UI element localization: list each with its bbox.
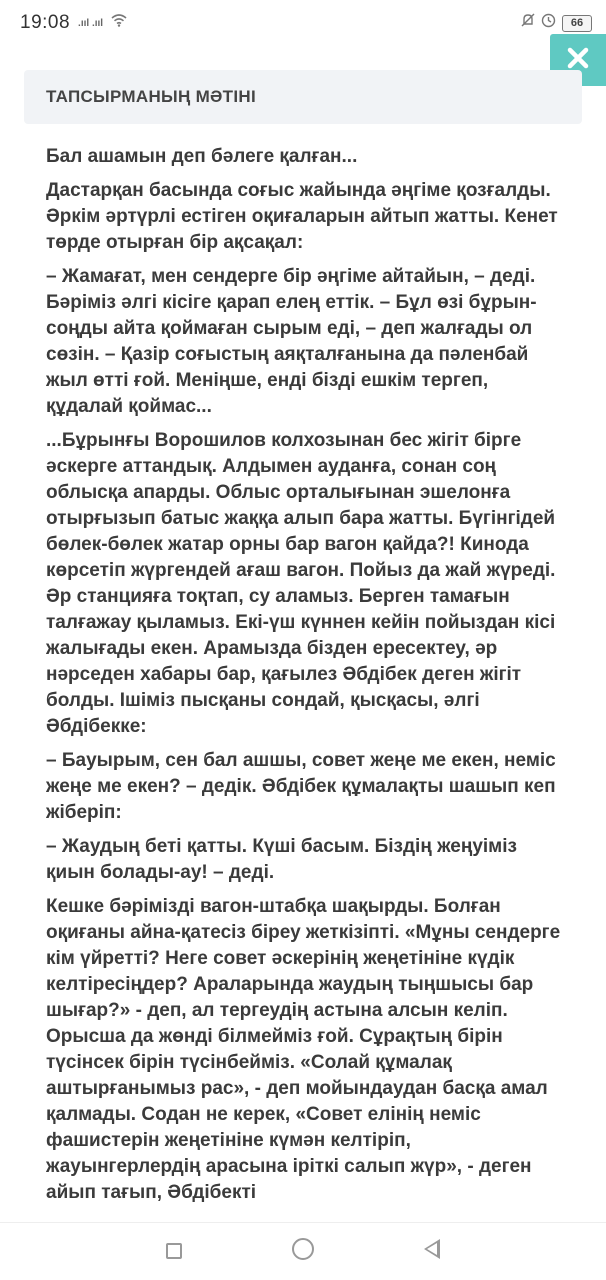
home-button[interactable] — [283, 1238, 323, 1266]
paragraph: Дастарқан басында соғыс жайында әңгіме қозғалды. Әркім әртүрлі естіген оқиғаларын айтып жатты. Кенет төрде отырған бір ақсақал: — [46, 180, 558, 253]
task-title: ТАПСЫРМАНЫҢ МӘТІНІ — [46, 87, 256, 106]
status-right — [521, 13, 592, 33]
signal-icon: .ııl .ııl — [78, 17, 104, 29]
status-left — [20, 12, 127, 34]
back-button[interactable] — [412, 1239, 452, 1265]
circle-icon — [292, 1238, 314, 1260]
system-nav-bar — [0, 1222, 606, 1280]
paragraph: Бал ашамын деп бәлеге қалған... — [46, 146, 358, 167]
status-bar — [0, 0, 606, 46]
paragraph: ...Бұрынғы Ворошилов колхозынан бес жігіт бірге әскерге аттандық. Алдымен ауданға, сонан соң облысқа апарды. Облыс орталығынан эшелонға отырғызып батыс жаққа алып бара жатты. Бүгінгідей бөлек-бөлек жатар орны бар вагон қайда?! Кинода көрсетіп жүргендей ағаш вагон. Пойыз да жай жүреді. Әр станцияға тоқтап, су аламыз. Берген тамағын талғажау қыламыз. Екі-үш күннен кейін пойыздан кісі жалығады екен. Арамызда бізден ересектеу, әр нәрседен хабары бар, қағылез Әбдібек деген жігіт болды. Ішіміз пысқаны сондай, қысқасы, әлгі Әбдібекке: — [46, 430, 556, 737]
battery-indicator: 66 — [562, 15, 592, 32]
triangle-back-icon — [424, 1239, 440, 1259]
bell-muted-icon — [521, 13, 535, 33]
paragraph: – Жаудың беті қатты. Күші басым. Біздің жеңуіміз қиын болады-ау! – деді. — [46, 836, 517, 883]
paragraph: Кешке бәрімізді вагон-штабқа шақырды. Болған оқиғаны айна-қатесіз біреу жеткізіпті. «Мұны сендерге кім үйретті? Неге совет әскерінің жеңетініне күдік келтіресіңдер? Араларында жаудың тыңшысы бар шығар?» - деп, ал тергеудің астына алсын келіп. Орысша да жөнді білмейміз ғой. Сұрақтың бірін түсінсек бірін түсінбейміз. «Солай құмалақ аштырғанымыз рас», - деп мойындаудан басқа амал қалмады. Содан не керек, «Совет елінің неміс фашистерін жеңетініне күмән келтіріп, жауынгерлердің арасына іріткі салып жүр», - деген айып тағып, Әбдібекті — [46, 896, 561, 1203]
status-time: 19:08 — [20, 12, 71, 33]
task-header — [24, 70, 582, 124]
recents-button[interactable] — [154, 1239, 194, 1265]
wifi-icon — [111, 14, 127, 32]
task-text — [46, 144, 566, 1214]
paragraph: – Бауырым, сен бал ашшы, совет жеңе ме екен, неміс жеңе ме екен? – дедік. Әбдібек құмалақты шашып кеп жіберіп: — [46, 750, 556, 823]
alarm-icon — [541, 13, 556, 33]
paragraph: – Жамағат, мен сендерге бір әңгіме айтайын, – деді. Бәріміз әлгі кісіге қарап елең еттік. – Бұл өзі бұрын-соңды айта қоймаған сырым еді, – деп жалғады ол сөзін. – Қазір соғыстың аяқталғанына да пәленбай жыл өтті ғой. Меніңше, енді бізді ешкім тергеп, құдалай қоймас... — [46, 266, 537, 417]
square-icon — [166, 1243, 182, 1259]
